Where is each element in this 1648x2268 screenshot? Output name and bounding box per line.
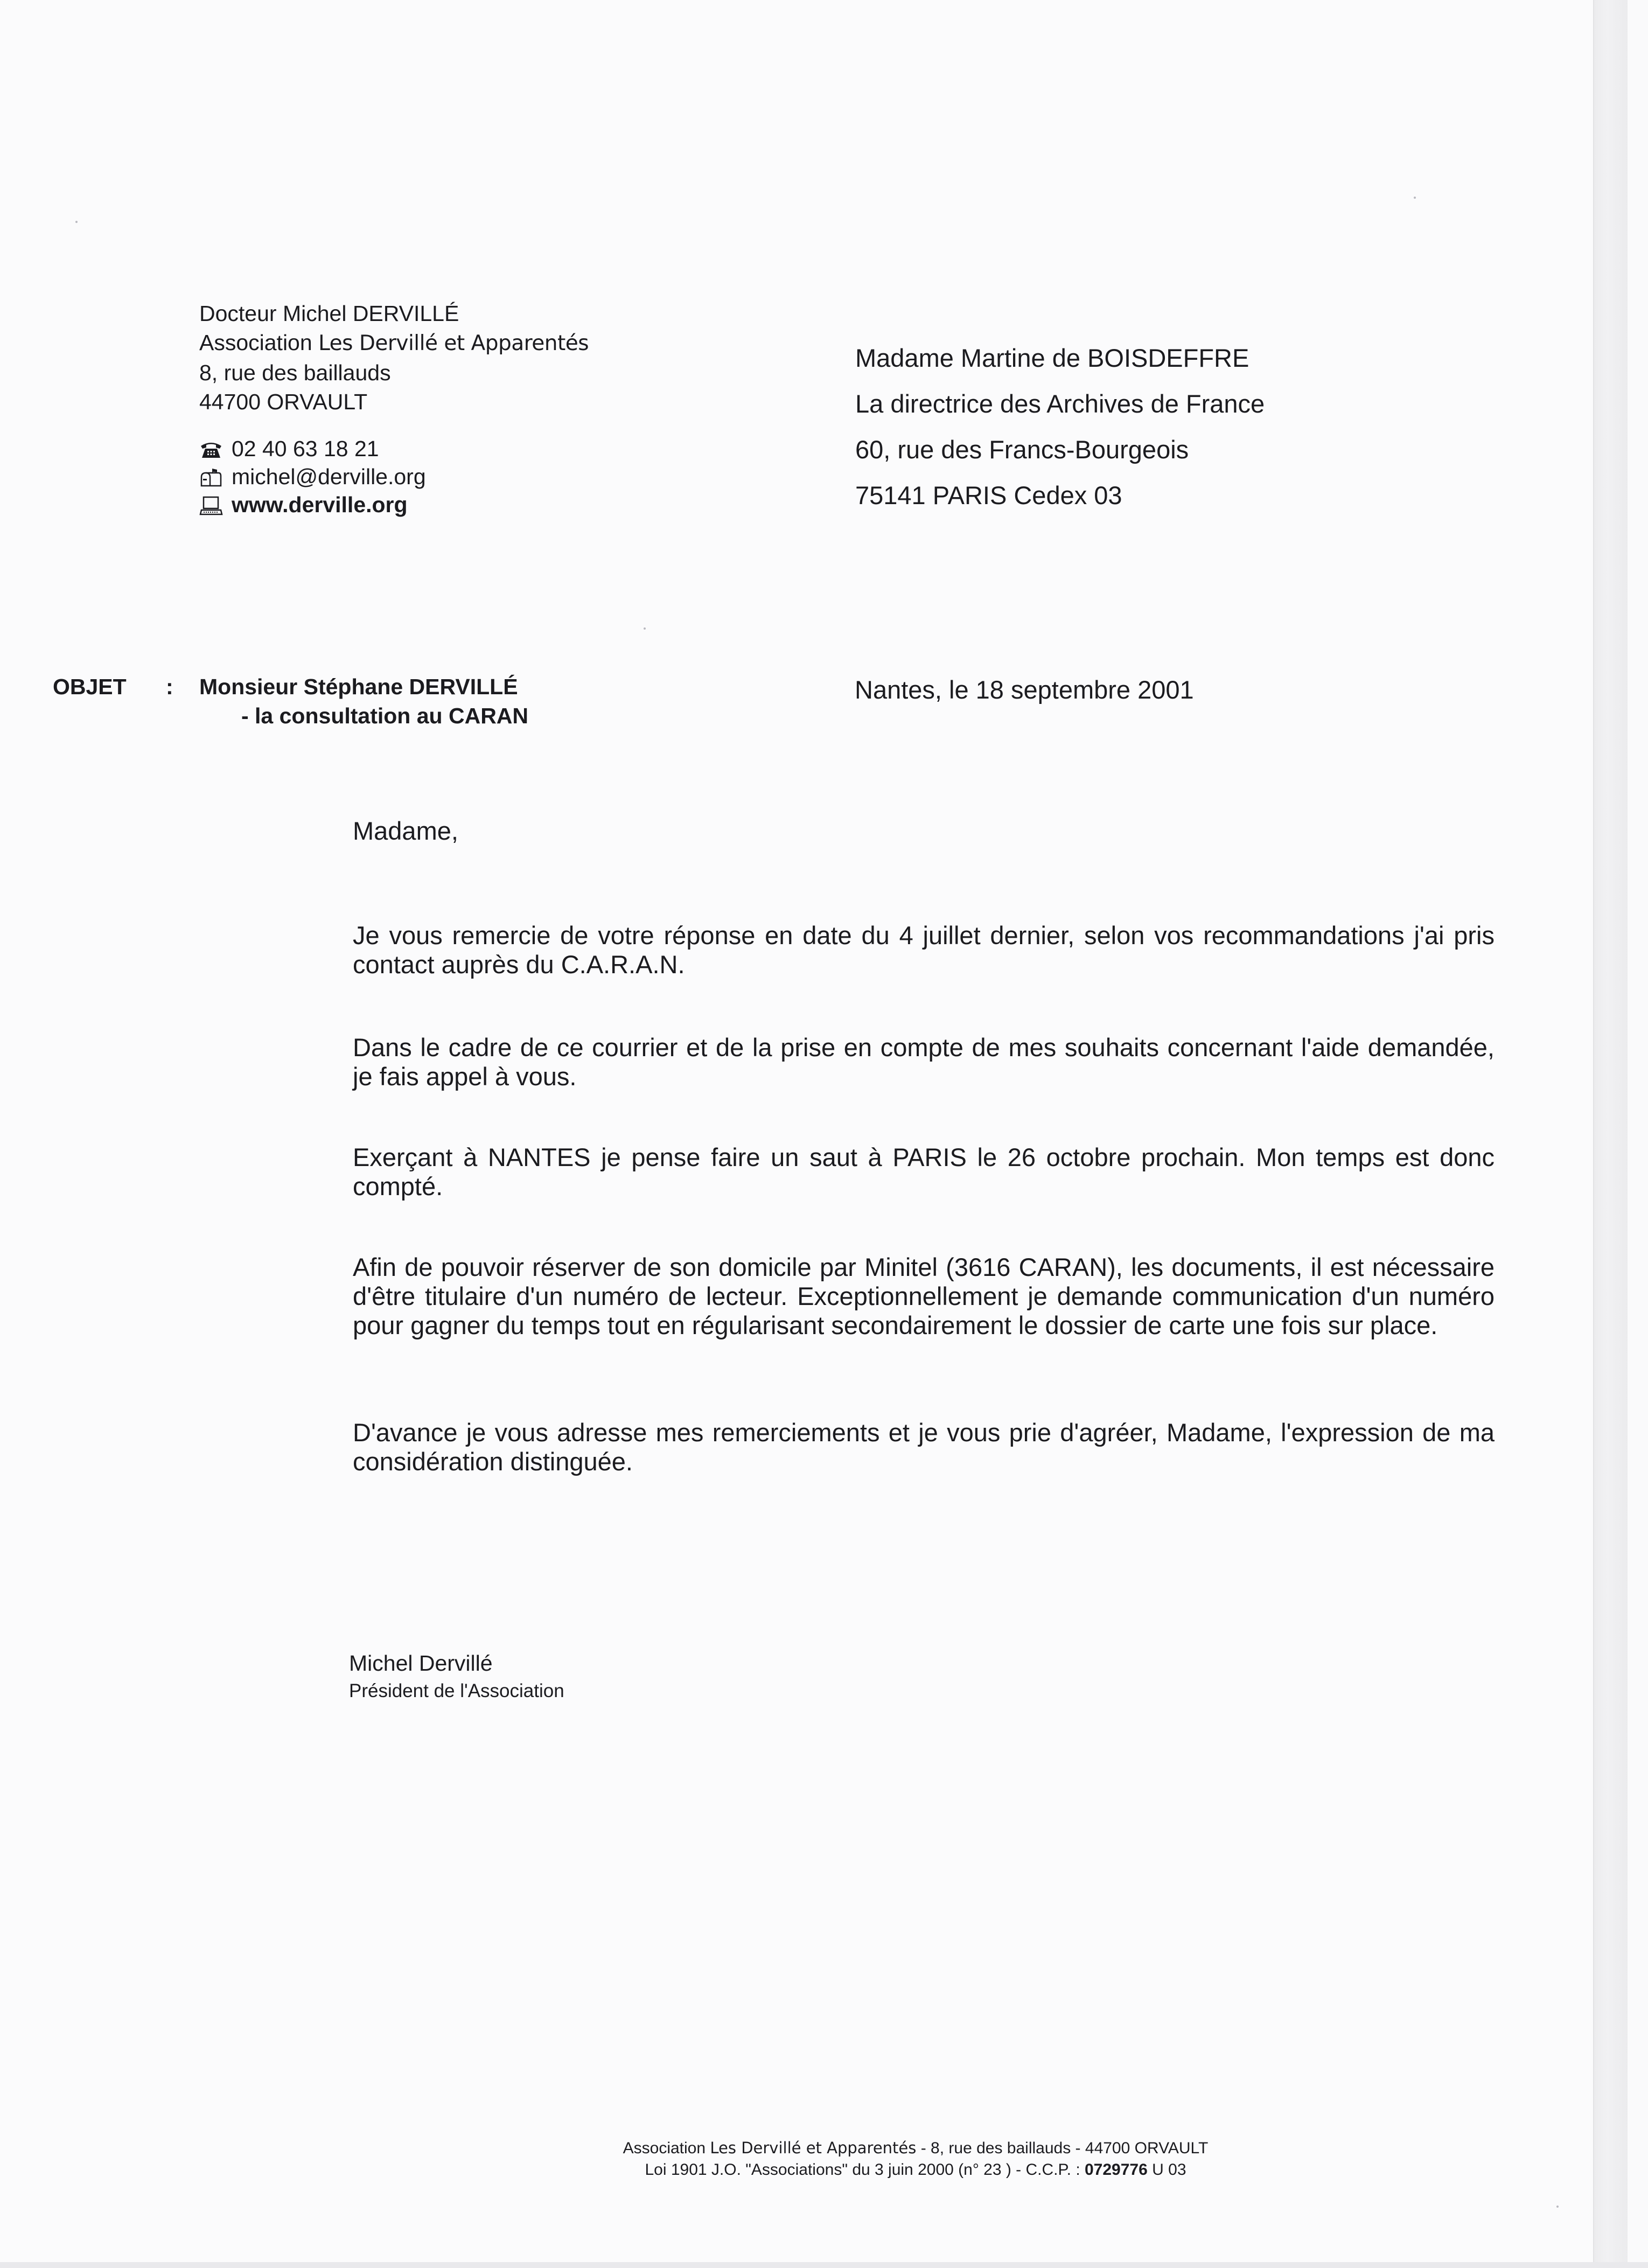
association-prefix: Association [199, 330, 319, 355]
plastic-sleeve-strip [1593, 0, 1629, 2268]
signature-title: Président de l'Association [349, 1680, 564, 1701]
subject-line-2: - la consultation au CARAN [241, 703, 529, 728]
subject-label: OBJET [53, 674, 127, 699]
subject-line-1: Monsieur Stéphane DERVILLÉ [199, 674, 518, 699]
scan-speck [1556, 2206, 1559, 2208]
sender-name: Docteur Michel DERVILLÉ [199, 301, 459, 326]
subject-separator: : [166, 674, 173, 699]
scan-speck [75, 221, 78, 223]
salutation: Madame, [353, 817, 458, 845]
laptop-icon [199, 494, 223, 515]
page-bottom-edge [0, 2262, 1648, 2268]
association-name: Les Dervillé et Apparentés [318, 331, 589, 355]
paragraph: Exerçant à NANTES je pense faire un saut à PARIS le 26 octobre prochain. Mon temps est donc compté. [353, 1143, 1495, 1201]
phone-number: 02 40 63 18 21 [232, 436, 379, 461]
website-link[interactable]: www.derville.org [232, 492, 408, 517]
sender-street: 8, rue des baillauds [199, 360, 391, 385]
contact-website[interactable] [199, 491, 589, 519]
mailbox-icon [199, 466, 223, 487]
recipient-name: Madame Martine de BOISDEFFRE [855, 344, 1249, 372]
footer-legal: Loi 1901 J.O. "Associations" du 3 juin 2000 (n° 23 ) - C.C.P. : [645, 2161, 1085, 2179]
recipient-block [855, 335, 1265, 518]
scan-speck [644, 627, 646, 630]
recipient-title: La directrice des Archives de France [855, 389, 1265, 418]
paragraph: D'avance je vous adresse mes remerciements et je vous prie d'agréer, Madame, l'expression de ma considération distinguée. [353, 1418, 1495, 1476]
footer-association-name: Les Dervillé et Apparentés [710, 2139, 917, 2157]
footer-line-2 [539, 2159, 1293, 2181]
contact-phone [199, 435, 589, 463]
scan-speck [1414, 197, 1416, 199]
sender-association [199, 328, 589, 358]
letter-date: Nantes, le 18 septembre 2001 [855, 675, 1194, 704]
footer-ccp-number: 0729776 [1085, 2161, 1148, 2179]
letterhead-footer [539, 2137, 1293, 2181]
paragraph: Dans le cadre de ce courrier et de la prise en compte de mes souhaits concernant l'aide demandée, je fais appel à vous. [353, 1033, 1495, 1091]
contact-email[interactable] [199, 463, 589, 491]
footer-address: - 8, rue des baillauds - 44700 ORVAULT [916, 2139, 1209, 2157]
recipient-street: 60, rue des Francs-Bourgeois [855, 435, 1189, 464]
recipient-city: 75141 PARIS Cedex 03 [855, 481, 1122, 510]
signature-name: Michel Dervillé [349, 1651, 493, 1676]
footer-prefix: Association [623, 2139, 710, 2157]
paragraph: Afin de pouvoir réserver de son domicile par Minitel (3616 CARAN), les documents, il est nécessaire d'être titulaire d'un numéro de lecteur. Exceptionnellement je demande communication d'un numéro pour gagner du temps tout en régularisant secondairement le dossier de carte une fois sur place. [353, 1253, 1495, 1339]
sender-contacts [199, 435, 589, 519]
phone-icon [199, 438, 223, 459]
sender-city: 44700 ORVAULT [199, 389, 368, 414]
footer-ccp-suffix: U 03 [1147, 2161, 1186, 2179]
sender-block [199, 299, 589, 519]
email-link[interactable]: michel@derville.org [232, 464, 426, 489]
footer-line-1 [539, 2137, 1293, 2159]
sleeve-margin [1628, 0, 1648, 2268]
paragraph: Je vous remercie de votre réponse en date du 4 juillet dernier, selon vos recommandations j'ai pris contact auprès du C.A.R.A.N. [353, 921, 1495, 979]
